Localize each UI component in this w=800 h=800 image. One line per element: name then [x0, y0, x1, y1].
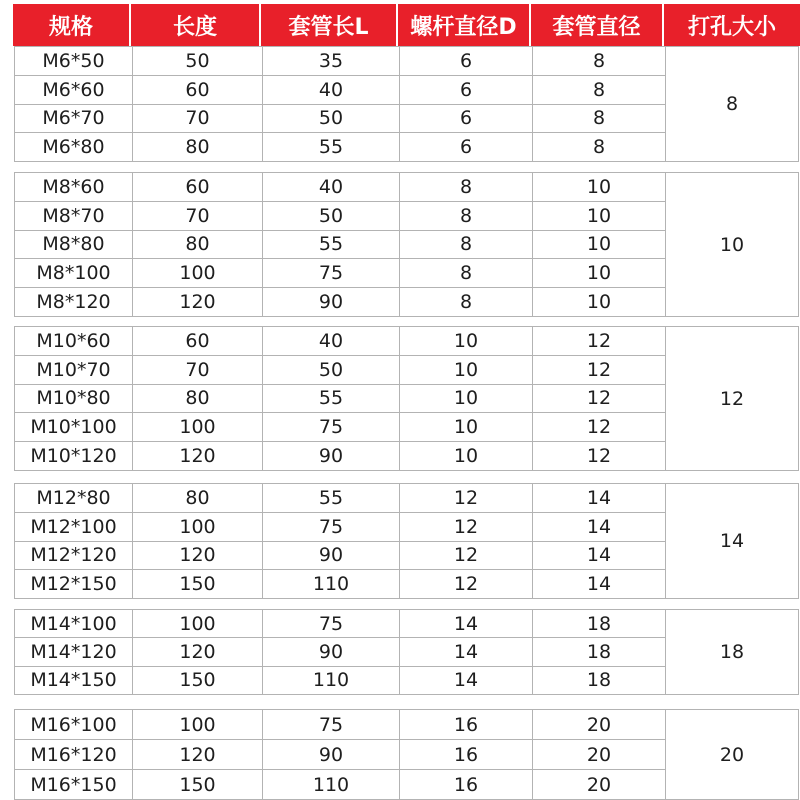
screw-diameter-cell: 12	[400, 570, 533, 599]
screw-diameter-cell: 8	[400, 288, 533, 317]
length-cell: 80	[133, 230, 263, 259]
spec-cell: M8*70	[15, 201, 133, 230]
screw-diameter-cell: 16	[400, 740, 533, 770]
screw-diameter-cell: 10	[400, 384, 533, 413]
length-cell: 80	[133, 384, 263, 413]
length-cell: 80	[133, 133, 263, 162]
screw-diameter-cell: 12	[400, 512, 533, 541]
sleeve-length-cell: 50	[263, 201, 400, 230]
spec-group-m14	[14, 609, 798, 695]
hole-size-cell: 10	[666, 173, 799, 317]
sleeve-diameter-cell: 10	[533, 259, 666, 288]
sleeve-diameter-cell: 14	[533, 541, 666, 570]
sleeve-diameter-cell: 20	[533, 710, 666, 740]
header-sleeve-length: 套管长L	[261, 4, 398, 46]
screw-diameter-cell: 10	[400, 442, 533, 471]
screw-diameter-cell: 8	[400, 230, 533, 259]
length-cell: 100	[133, 413, 263, 442]
length-cell: 120	[133, 288, 263, 317]
sleeve-length-cell: 55	[263, 230, 400, 259]
screw-diameter-cell: 14	[400, 638, 533, 666]
hole-size-cell: 8	[666, 47, 799, 162]
spec-cell: M8*100	[15, 259, 133, 288]
length-cell: 70	[133, 201, 263, 230]
header-spec: 规格	[13, 4, 131, 46]
screw-diameter-cell: 16	[400, 710, 533, 740]
spec-group-m8	[14, 172, 798, 317]
spec-cell: M6*80	[15, 133, 133, 162]
table-row	[15, 610, 799, 638]
sleeve-length-cell: 75	[263, 512, 400, 541]
screw-diameter-cell: 8	[400, 201, 533, 230]
sleeve-diameter-cell: 14	[533, 512, 666, 541]
sleeve-diameter-cell: 12	[533, 442, 666, 471]
screw-diameter-cell: 10	[400, 327, 533, 356]
length-cell: 150	[133, 666, 263, 694]
spec-cell: M6*70	[15, 104, 133, 133]
table-row	[15, 173, 799, 202]
hole-size-cell: 14	[666, 484, 799, 599]
length-cell: 100	[133, 259, 263, 288]
sleeve-length-cell: 75	[263, 610, 400, 638]
sleeve-diameter-cell: 18	[533, 610, 666, 638]
sleeve-diameter-cell: 14	[533, 484, 666, 513]
table-row	[15, 327, 799, 356]
sleeve-length-cell: 55	[263, 484, 400, 513]
table-row	[15, 47, 799, 76]
screw-diameter-cell: 10	[400, 413, 533, 442]
spec-cell: M6*60	[15, 75, 133, 104]
sleeve-diameter-cell: 12	[533, 355, 666, 384]
spec-cell: M12*120	[15, 541, 133, 570]
sleeve-diameter-cell: 20	[533, 740, 666, 770]
spec-cell: M10*70	[15, 355, 133, 384]
length-cell: 100	[133, 710, 263, 740]
spec-cell: M8*120	[15, 288, 133, 317]
sleeve-diameter-cell: 10	[533, 201, 666, 230]
spec-cell: M12*150	[15, 570, 133, 599]
sleeve-length-cell: 110	[263, 770, 400, 800]
spec-cell: M10*60	[15, 327, 133, 356]
screw-diameter-cell: 6	[400, 75, 533, 104]
screw-diameter-cell: 12	[400, 541, 533, 570]
sleeve-diameter-cell: 12	[533, 384, 666, 413]
sleeve-length-cell: 90	[263, 541, 400, 570]
header-hole-size: 打孔大小	[687, 14, 776, 40]
spec-cell: M16*100	[15, 710, 133, 740]
spec-cell: M10*100	[15, 413, 133, 442]
length-cell: 120	[133, 740, 263, 770]
table-row	[15, 484, 799, 513]
sleeve-length-cell: 75	[263, 710, 400, 740]
length-cell: 50	[133, 47, 263, 76]
screw-diameter-cell: 14	[400, 610, 533, 638]
spec-cell: M12*100	[15, 512, 133, 541]
length-cell: 70	[133, 355, 263, 384]
sleeve-diameter-cell: 10	[533, 288, 666, 317]
length-cell: 80	[133, 484, 263, 513]
length-cell: 60	[133, 173, 263, 202]
spec-group-m10	[14, 326, 798, 471]
table-row	[15, 710, 799, 740]
length-cell: 70	[133, 104, 263, 133]
hole-size-cell: 18	[666, 610, 799, 695]
sleeve-length-cell: 55	[263, 384, 400, 413]
sleeve-length-cell: 75	[263, 413, 400, 442]
spec-cell: M16*120	[15, 740, 133, 770]
sleeve-diameter-cell: 8	[533, 75, 666, 104]
header-length: 长度	[131, 4, 261, 46]
length-cell: 100	[133, 610, 263, 638]
spec-cell: M10*80	[15, 384, 133, 413]
screw-diameter-cell: 6	[400, 133, 533, 162]
length-cell: 120	[133, 638, 263, 666]
screw-diameter-cell: 14	[400, 666, 533, 694]
length-cell: 120	[133, 541, 263, 570]
screw-diameter-cell: 8	[400, 173, 533, 202]
sleeve-length-cell: 90	[263, 740, 400, 770]
hole-size-cell: 20	[666, 710, 799, 800]
sleeve-length-cell: 40	[263, 75, 400, 104]
sleeve-length-cell: 75	[263, 259, 400, 288]
spec-cell: M12*80	[15, 484, 133, 513]
spec-group-m12	[14, 483, 798, 599]
header-sleeve-diameter: 套管直径	[531, 4, 664, 46]
spec-cell: M16*150	[15, 770, 133, 800]
screw-diameter-cell: 12	[400, 484, 533, 513]
screw-diameter-cell: 8	[400, 259, 533, 288]
sleeve-diameter-cell: 14	[533, 570, 666, 599]
sleeve-diameter-cell: 20	[533, 770, 666, 800]
header-screw-diameter: 螺杆直径D	[398, 4, 531, 46]
spec-cell: M6*50	[15, 47, 133, 76]
sleeve-length-cell: 55	[263, 133, 400, 162]
spec-group-m16	[14, 709, 798, 800]
sleeve-diameter-cell: 8	[533, 47, 666, 76]
length-cell: 120	[133, 442, 263, 471]
sleeve-length-cell: 35	[263, 47, 400, 76]
spec-cell: M8*60	[15, 173, 133, 202]
sleeve-length-cell: 90	[263, 442, 400, 471]
length-cell: 60	[133, 327, 263, 356]
sleeve-diameter-cell: 12	[533, 413, 666, 442]
sleeve-length-cell: 40	[263, 173, 400, 202]
length-cell: 150	[133, 770, 263, 800]
table-header	[13, 4, 800, 46]
sleeve-length-cell: 110	[263, 570, 400, 599]
spec-cell: M14*120	[15, 638, 133, 666]
sleeve-length-cell: 50	[263, 104, 400, 133]
sleeve-diameter-cell: 18	[533, 638, 666, 666]
screw-diameter-cell: 6	[400, 47, 533, 76]
screw-diameter-cell: 6	[400, 104, 533, 133]
spec-group-m6	[14, 46, 798, 162]
sleeve-length-cell: 50	[263, 355, 400, 384]
spec-cell: M10*120	[15, 442, 133, 471]
sleeve-diameter-cell: 10	[533, 173, 666, 202]
screw-diameter-cell: 10	[400, 355, 533, 384]
sleeve-length-cell: 40	[263, 327, 400, 356]
screw-diameter-cell: 16	[400, 770, 533, 800]
spec-cell: M14*150	[15, 666, 133, 694]
sleeve-length-cell: 90	[263, 638, 400, 666]
length-cell: 60	[133, 75, 263, 104]
sleeve-diameter-cell: 12	[533, 327, 666, 356]
spec-cell: M8*80	[15, 230, 133, 259]
spec-cell: M14*100	[15, 610, 133, 638]
sleeve-length-cell: 110	[263, 666, 400, 694]
sleeve-length-cell: 90	[263, 288, 400, 317]
sleeve-diameter-cell: 8	[533, 104, 666, 133]
sleeve-diameter-cell: 8	[533, 133, 666, 162]
hole-size-cell: 12	[666, 327, 799, 471]
length-cell: 100	[133, 512, 263, 541]
sleeve-diameter-cell: 10	[533, 230, 666, 259]
sleeve-diameter-cell: 18	[533, 666, 666, 694]
length-cell: 150	[133, 570, 263, 599]
